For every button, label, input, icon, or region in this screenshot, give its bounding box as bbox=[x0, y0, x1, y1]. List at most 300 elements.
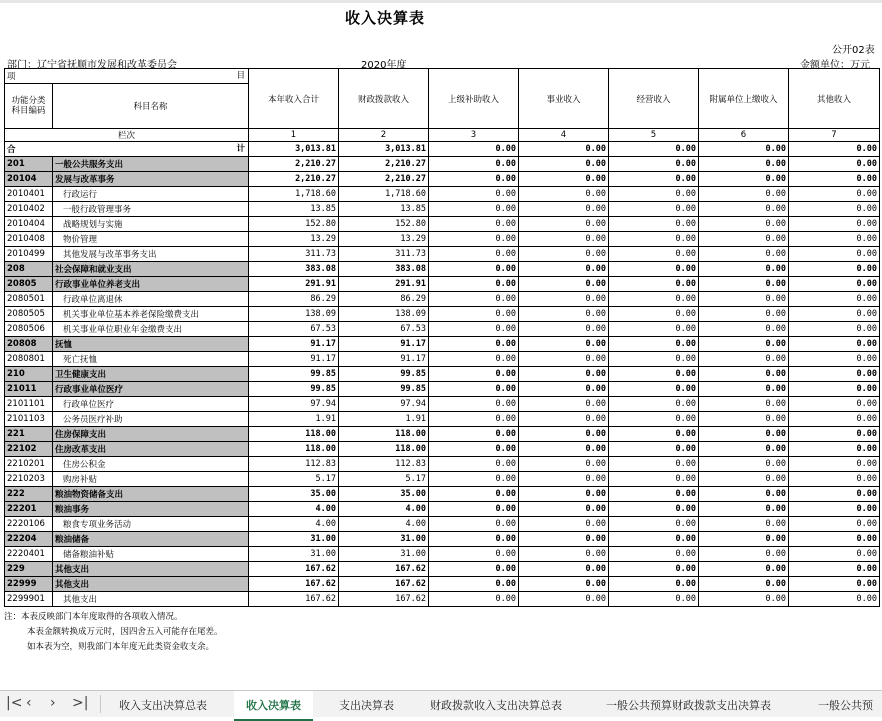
value-cell[interactable]: 0.00 bbox=[429, 577, 519, 592]
value-cell[interactable]: 0.00 bbox=[789, 562, 880, 577]
value-cell[interactable]: 0.00 bbox=[429, 502, 519, 517]
value-cell[interactable]: 0.00 bbox=[609, 562, 699, 577]
value-cell[interactable]: 0.00 bbox=[519, 562, 609, 577]
value-cell[interactable]: 5.17 bbox=[249, 472, 339, 487]
value-cell[interactable]: 0.00 bbox=[429, 322, 519, 337]
value-cell[interactable]: 0.00 bbox=[789, 427, 880, 442]
subject-name-cell[interactable]: 行政运行 bbox=[53, 187, 249, 202]
value-cell[interactable]: 0.00 bbox=[789, 592, 880, 607]
subject-code-cell[interactable]: 22999 bbox=[5, 577, 53, 592]
subject-code-cell[interactable]: 22204 bbox=[5, 532, 53, 547]
value-cell[interactable]: 0.00 bbox=[519, 412, 609, 427]
value-cell[interactable]: 0.00 bbox=[609, 547, 699, 562]
subject-code-cell[interactable]: 2010408 bbox=[5, 232, 53, 247]
value-cell[interactable]: 86.29 bbox=[339, 292, 429, 307]
value-cell[interactable]: 0.00 bbox=[519, 292, 609, 307]
subject-name-cell[interactable]: 卫生健康支出 bbox=[53, 367, 249, 382]
value-cell[interactable]: 0.00 bbox=[789, 577, 880, 592]
subject-name-cell[interactable]: 公务员医疗补助 bbox=[53, 412, 249, 427]
value-cell[interactable]: 0.00 bbox=[519, 367, 609, 382]
value-cell[interactable]: 0.00 bbox=[609, 187, 699, 202]
value-cell[interactable]: 2,210.27 bbox=[249, 172, 339, 187]
subject-name-cell[interactable]: 粮油储备 bbox=[53, 532, 249, 547]
col-no-5[interactable]: 5 bbox=[609, 129, 699, 142]
value-cell[interactable]: 0.00 bbox=[789, 397, 880, 412]
value-cell[interactable]: 0.00 bbox=[609, 262, 699, 277]
value-cell[interactable]: 0.00 bbox=[609, 457, 699, 472]
subject-code-cell[interactable]: 2080501 bbox=[5, 292, 53, 307]
subject-code-cell[interactable]: 201 bbox=[5, 157, 53, 172]
value-cell[interactable]: 2,210.27 bbox=[249, 157, 339, 172]
subject-code-cell[interactable]: 2010401 bbox=[5, 187, 53, 202]
value-cell[interactable]: 0.00 bbox=[699, 547, 789, 562]
col-no-7[interactable]: 7 bbox=[789, 129, 880, 142]
value-cell[interactable]: 0.00 bbox=[699, 322, 789, 337]
value-cell[interactable]: 31.00 bbox=[339, 532, 429, 547]
value-cell[interactable]: 0.00 bbox=[519, 382, 609, 397]
tab-income-expense-summary[interactable]: 收入支出决算总表 bbox=[119, 699, 207, 712]
value-cell[interactable]: 0.00 bbox=[699, 457, 789, 472]
subject-name-cell[interactable]: 行政事业单位养老支出 bbox=[53, 277, 249, 292]
subject-code-cell[interactable]: 21011 bbox=[5, 382, 53, 397]
value-cell[interactable]: 0.00 bbox=[519, 442, 609, 457]
value-cell[interactable]: 91.17 bbox=[339, 337, 429, 352]
value-cell[interactable]: 0.00 bbox=[699, 217, 789, 232]
value-cell[interactable]: 0.00 bbox=[789, 532, 880, 547]
value-cell[interactable]: 0.00 bbox=[519, 217, 609, 232]
total-label-cell[interactable] bbox=[5, 142, 249, 157]
tab-income-statement[interactable]: 收入决算表 bbox=[234, 691, 313, 721]
subject-name-cell[interactable]: 一般公共服务支出 bbox=[53, 157, 249, 172]
value-cell[interactable]: 0.00 bbox=[699, 442, 789, 457]
subject-name-cell[interactable]: 住房改革支出 bbox=[53, 442, 249, 457]
value-cell[interactable]: 91.17 bbox=[339, 352, 429, 367]
value-cell[interactable]: 0.00 bbox=[519, 202, 609, 217]
value-cell[interactable]: 0.00 bbox=[429, 412, 519, 427]
subject-code-cell[interactable]: 2010404 bbox=[5, 217, 53, 232]
tab-general-budget-more[interactable]: 一般公共预 bbox=[818, 699, 873, 712]
value-cell[interactable]: 167.62 bbox=[339, 592, 429, 607]
value-cell[interactable]: 0.00 bbox=[789, 217, 880, 232]
subject-name-cell[interactable]: 其他支出 bbox=[53, 592, 249, 607]
subject-code-cell[interactable]: 208 bbox=[5, 262, 53, 277]
value-cell[interactable]: 0.00 bbox=[609, 442, 699, 457]
subject-code-cell[interactable]: 2210203 bbox=[5, 472, 53, 487]
value-cell[interactable]: 0.00 bbox=[429, 172, 519, 187]
subject-code-cell[interactable]: 2080505 bbox=[5, 307, 53, 322]
value-cell[interactable]: 138.09 bbox=[249, 307, 339, 322]
value-cell[interactable]: 0.00 bbox=[789, 322, 880, 337]
subject-code-cell[interactable]: 2210201 bbox=[5, 457, 53, 472]
subject-code-cell[interactable]: 2101101 bbox=[5, 397, 53, 412]
value-cell[interactable]: 0.00 bbox=[789, 292, 880, 307]
value-cell[interactable]: 0.00 bbox=[789, 337, 880, 352]
col-no-6[interactable]: 6 bbox=[699, 129, 789, 142]
value-cell[interactable]: 0.00 bbox=[429, 562, 519, 577]
value-cell[interactable]: 0.00 bbox=[699, 202, 789, 217]
value-cell[interactable]: 0.00 bbox=[789, 412, 880, 427]
value-cell[interactable]: 0.00 bbox=[429, 262, 519, 277]
row-no-label[interactable]: 栏次 bbox=[5, 129, 249, 142]
value-cell[interactable]: 1.91 bbox=[339, 412, 429, 427]
value-cell[interactable]: 31.00 bbox=[249, 547, 339, 562]
total-value[interactable]: 0.00 bbox=[609, 142, 699, 157]
value-cell[interactable]: 0.00 bbox=[429, 487, 519, 502]
subject-name-cell[interactable]: 行政单位医疗 bbox=[53, 397, 249, 412]
value-cell[interactable]: 99.85 bbox=[249, 367, 339, 382]
value-cell[interactable]: 0.00 bbox=[789, 367, 880, 382]
last-sheet-icon[interactable]: >| bbox=[72, 695, 89, 711]
value-cell[interactable]: 112.83 bbox=[339, 457, 429, 472]
value-cell[interactable]: 0.00 bbox=[429, 292, 519, 307]
value-cell[interactable]: 91.17 bbox=[249, 337, 339, 352]
value-cell[interactable]: 0.00 bbox=[609, 577, 699, 592]
item-header[interactable] bbox=[5, 69, 249, 84]
value-cell[interactable]: 118.00 bbox=[249, 427, 339, 442]
value-cell[interactable]: 0.00 bbox=[699, 397, 789, 412]
col-no-3[interactable]: 3 bbox=[429, 129, 519, 142]
value-cell[interactable]: 13.29 bbox=[249, 232, 339, 247]
subject-code-cell[interactable]: 2299901 bbox=[5, 592, 53, 607]
value-cell[interactable]: 0.00 bbox=[609, 472, 699, 487]
value-cell[interactable]: 0.00 bbox=[699, 157, 789, 172]
value-cell[interactable]: 0.00 bbox=[789, 277, 880, 292]
value-cell[interactable]: 0.00 bbox=[699, 262, 789, 277]
value-cell[interactable]: 0.00 bbox=[519, 232, 609, 247]
value-cell[interactable]: 311.73 bbox=[339, 247, 429, 262]
value-cell[interactable]: 0.00 bbox=[789, 187, 880, 202]
value-cell[interactable]: 97.94 bbox=[339, 397, 429, 412]
subject-name-cell[interactable]: 社会保障和就业支出 bbox=[53, 262, 249, 277]
value-cell[interactable]: 13.85 bbox=[249, 202, 339, 217]
value-cell[interactable]: 0.00 bbox=[609, 367, 699, 382]
subject-name-cell[interactable]: 机关事业单位职业年金缴费支出 bbox=[53, 322, 249, 337]
subject-name-cell[interactable]: 发展与改革事务 bbox=[53, 172, 249, 187]
value-cell[interactable]: 0.00 bbox=[789, 517, 880, 532]
value-cell[interactable]: 0.00 bbox=[429, 217, 519, 232]
value-cell[interactable]: 97.94 bbox=[249, 397, 339, 412]
subject-name-cell[interactable]: 一般行政管理事务 bbox=[53, 202, 249, 217]
value-cell[interactable]: 167.62 bbox=[249, 577, 339, 592]
subject-code-cell[interactable]: 210 bbox=[5, 367, 53, 382]
subject-name-cell[interactable]: 粮食专项业务活动 bbox=[53, 517, 249, 532]
value-cell[interactable]: 91.17 bbox=[249, 352, 339, 367]
subject-name-cell[interactable]: 购房补贴 bbox=[53, 472, 249, 487]
value-cell[interactable]: 291.91 bbox=[339, 277, 429, 292]
value-cell[interactable]: 0.00 bbox=[429, 547, 519, 562]
value-cell[interactable]: 138.09 bbox=[339, 307, 429, 322]
value-cell[interactable]: 0.00 bbox=[429, 157, 519, 172]
value-cell[interactable]: 0.00 bbox=[609, 502, 699, 517]
subject-code-cell[interactable]: 229 bbox=[5, 562, 53, 577]
value-cell[interactable]: 0.00 bbox=[699, 247, 789, 262]
value-cell[interactable]: 0.00 bbox=[609, 202, 699, 217]
value-cell[interactable]: 0.00 bbox=[789, 487, 880, 502]
func-code-header[interactable]: 功能分类 科目编码 bbox=[5, 84, 53, 129]
value-cell[interactable]: 0.00 bbox=[429, 247, 519, 262]
col-header-1[interactable]: 本年收入合计 bbox=[249, 69, 339, 129]
value-cell[interactable]: 5.17 bbox=[339, 472, 429, 487]
value-cell[interactable]: 118.00 bbox=[339, 427, 429, 442]
value-cell[interactable]: 383.08 bbox=[249, 262, 339, 277]
value-cell[interactable]: 167.62 bbox=[249, 592, 339, 607]
value-cell[interactable]: 0.00 bbox=[699, 532, 789, 547]
subject-name-cell[interactable]: 物价管理 bbox=[53, 232, 249, 247]
value-cell[interactable]: 0.00 bbox=[429, 532, 519, 547]
next-sheet-icon[interactable]: › bbox=[50, 695, 56, 711]
value-cell[interactable]: 0.00 bbox=[519, 157, 609, 172]
value-cell[interactable]: 4.00 bbox=[339, 502, 429, 517]
value-cell[interactable]: 0.00 bbox=[609, 322, 699, 337]
value-cell[interactable]: 0.00 bbox=[789, 172, 880, 187]
value-cell[interactable]: 0.00 bbox=[429, 427, 519, 442]
value-cell[interactable]: 0.00 bbox=[429, 202, 519, 217]
subject-name-cell[interactable]: 其他支出 bbox=[53, 577, 249, 592]
value-cell[interactable]: 4.00 bbox=[249, 502, 339, 517]
value-cell[interactable]: 0.00 bbox=[609, 292, 699, 307]
value-cell[interactable]: 0.00 bbox=[789, 352, 880, 367]
value-cell[interactable]: 0.00 bbox=[519, 307, 609, 322]
value-cell[interactable]: 2,210.27 bbox=[339, 157, 429, 172]
value-cell[interactable]: 0.00 bbox=[609, 247, 699, 262]
value-cell[interactable]: 67.53 bbox=[249, 322, 339, 337]
subject-code-cell[interactable]: 2220106 bbox=[5, 517, 53, 532]
value-cell[interactable]: 35.00 bbox=[339, 487, 429, 502]
subject-code-cell[interactable]: 2010402 bbox=[5, 202, 53, 217]
value-cell[interactable]: 0.00 bbox=[519, 577, 609, 592]
value-cell[interactable]: 0.00 bbox=[699, 517, 789, 532]
value-cell[interactable]: 0.00 bbox=[519, 247, 609, 262]
value-cell[interactable]: 0.00 bbox=[429, 457, 519, 472]
col-header-2[interactable]: 财政拨款收入 bbox=[339, 69, 429, 129]
value-cell[interactable]: 0.00 bbox=[699, 592, 789, 607]
col-header-6[interactable]: 附属单位上缴收入 bbox=[699, 69, 789, 129]
value-cell[interactable]: 35.00 bbox=[249, 487, 339, 502]
value-cell[interactable]: 4.00 bbox=[249, 517, 339, 532]
value-cell[interactable]: 0.00 bbox=[699, 277, 789, 292]
total-value[interactable]: 0.00 bbox=[699, 142, 789, 157]
value-cell[interactable]: 1,718.60 bbox=[339, 187, 429, 202]
value-cell[interactable]: 99.85 bbox=[339, 382, 429, 397]
value-cell[interactable]: 0.00 bbox=[609, 337, 699, 352]
value-cell[interactable]: 0.00 bbox=[609, 487, 699, 502]
subject-code-cell[interactable]: 2220401 bbox=[5, 547, 53, 562]
value-cell[interactable]: 0.00 bbox=[699, 292, 789, 307]
subject-code-cell[interactable]: 222 bbox=[5, 487, 53, 502]
value-cell[interactable]: 0.00 bbox=[429, 187, 519, 202]
subject-name-cell[interactable]: 住房保障支出 bbox=[53, 427, 249, 442]
value-cell[interactable]: 0.00 bbox=[699, 412, 789, 427]
total-value[interactable]: 0.00 bbox=[789, 142, 880, 157]
value-cell[interactable]: 4.00 bbox=[339, 517, 429, 532]
subject-name-cell[interactable]: 储备粮油补贴 bbox=[53, 547, 249, 562]
value-cell[interactable]: 0.00 bbox=[699, 352, 789, 367]
value-cell[interactable]: 0.00 bbox=[699, 187, 789, 202]
value-cell[interactable]: 1,718.60 bbox=[249, 187, 339, 202]
value-cell[interactable]: 118.00 bbox=[249, 442, 339, 457]
value-cell[interactable]: 167.62 bbox=[249, 562, 339, 577]
value-cell[interactable]: 0.00 bbox=[519, 337, 609, 352]
subject-code-cell[interactable]: 22201 bbox=[5, 502, 53, 517]
value-cell[interactable]: 0.00 bbox=[519, 472, 609, 487]
value-cell[interactable]: 2,210.27 bbox=[339, 172, 429, 187]
value-cell[interactable]: 0.00 bbox=[519, 487, 609, 502]
value-cell[interactable]: 0.00 bbox=[519, 457, 609, 472]
subject-name-header[interactable]: 科目名称 bbox=[53, 84, 249, 129]
value-cell[interactable]: 0.00 bbox=[519, 352, 609, 367]
tab-expense-statement[interactable]: 支出决算表 bbox=[339, 699, 394, 712]
subject-code-cell[interactable]: 2080506 bbox=[5, 322, 53, 337]
subject-name-cell[interactable]: 其他发展与改革事务支出 bbox=[53, 247, 249, 262]
subject-code-cell[interactable]: 221 bbox=[5, 427, 53, 442]
subject-code-cell[interactable]: 2010499 bbox=[5, 247, 53, 262]
value-cell[interactable]: 31.00 bbox=[249, 532, 339, 547]
value-cell[interactable]: 0.00 bbox=[699, 172, 789, 187]
col-header-4[interactable]: 事业收入 bbox=[519, 69, 609, 129]
value-cell[interactable]: 0.00 bbox=[789, 502, 880, 517]
col-no-2[interactable]: 2 bbox=[339, 129, 429, 142]
total-value[interactable]: 3,013.81 bbox=[249, 142, 339, 157]
value-cell[interactable]: 0.00 bbox=[519, 277, 609, 292]
subject-name-cell[interactable]: 住房公积金 bbox=[53, 457, 249, 472]
col-no-1[interactable]: 1 bbox=[249, 129, 339, 142]
value-cell[interactable]: 67.53 bbox=[339, 322, 429, 337]
value-cell[interactable]: 0.00 bbox=[519, 592, 609, 607]
subject-name-cell[interactable]: 粮油事务 bbox=[53, 502, 249, 517]
value-cell[interactable]: 31.00 bbox=[339, 547, 429, 562]
total-value[interactable]: 0.00 bbox=[429, 142, 519, 157]
value-cell[interactable]: 0.00 bbox=[429, 352, 519, 367]
value-cell[interactable]: 0.00 bbox=[519, 262, 609, 277]
value-cell[interactable]: 0.00 bbox=[519, 172, 609, 187]
prev-sheet-icon[interactable]: ‹ bbox=[26, 695, 32, 711]
value-cell[interactable]: 0.00 bbox=[429, 337, 519, 352]
value-cell[interactable]: 0.00 bbox=[789, 157, 880, 172]
subject-code-cell[interactable]: 20808 bbox=[5, 337, 53, 352]
value-cell[interactable]: 0.00 bbox=[699, 577, 789, 592]
value-cell[interactable]: 0.00 bbox=[789, 247, 880, 262]
value-cell[interactable]: 0.00 bbox=[519, 517, 609, 532]
value-cell[interactable]: 0.00 bbox=[789, 202, 880, 217]
value-cell[interactable]: 0.00 bbox=[609, 517, 699, 532]
value-cell[interactable]: 0.00 bbox=[519, 532, 609, 547]
value-cell[interactable]: 0.00 bbox=[609, 412, 699, 427]
value-cell[interactable]: 167.62 bbox=[339, 577, 429, 592]
value-cell[interactable]: 0.00 bbox=[429, 472, 519, 487]
value-cell[interactable]: 0.00 bbox=[609, 172, 699, 187]
value-cell[interactable]: 167.62 bbox=[339, 562, 429, 577]
value-cell[interactable]: 0.00 bbox=[699, 487, 789, 502]
value-cell[interactable]: 99.85 bbox=[249, 382, 339, 397]
value-cell[interactable]: 0.00 bbox=[789, 382, 880, 397]
value-cell[interactable]: 0.00 bbox=[519, 547, 609, 562]
value-cell[interactable]: 0.00 bbox=[609, 397, 699, 412]
value-cell[interactable]: 152.80 bbox=[339, 217, 429, 232]
value-cell[interactable]: 118.00 bbox=[339, 442, 429, 457]
tab-general-budget-expense[interactable]: 一般公共预算财政拨款支出决算表 bbox=[606, 699, 771, 712]
subject-code-cell[interactable]: 2101103 bbox=[5, 412, 53, 427]
col-header-5[interactable]: 经营收入 bbox=[609, 69, 699, 129]
value-cell[interactable]: 0.00 bbox=[429, 382, 519, 397]
value-cell[interactable]: 0.00 bbox=[609, 427, 699, 442]
value-cell[interactable]: 0.00 bbox=[609, 217, 699, 232]
value-cell[interactable]: 0.00 bbox=[789, 307, 880, 322]
value-cell[interactable]: 0.00 bbox=[519, 187, 609, 202]
value-cell[interactable]: 0.00 bbox=[609, 277, 699, 292]
value-cell[interactable]: 0.00 bbox=[789, 262, 880, 277]
value-cell[interactable]: 1.91 bbox=[249, 412, 339, 427]
total-value[interactable]: 0.00 bbox=[519, 142, 609, 157]
value-cell[interactable]: 0.00 bbox=[699, 232, 789, 247]
subject-code-cell[interactable]: 20805 bbox=[5, 277, 53, 292]
subject-name-cell[interactable]: 战略规划与实施 bbox=[53, 217, 249, 232]
value-cell[interactable]: 13.29 bbox=[339, 232, 429, 247]
value-cell[interactable]: 383.08 bbox=[339, 262, 429, 277]
value-cell[interactable]: 0.00 bbox=[609, 382, 699, 397]
value-cell[interactable]: 0.00 bbox=[789, 472, 880, 487]
value-cell[interactable]: 0.00 bbox=[789, 547, 880, 562]
value-cell[interactable]: 0.00 bbox=[699, 427, 789, 442]
first-sheet-icon[interactable]: |< bbox=[6, 695, 23, 711]
subject-code-cell[interactable]: 20104 bbox=[5, 172, 53, 187]
value-cell[interactable]: 86.29 bbox=[249, 292, 339, 307]
value-cell[interactable]: 0.00 bbox=[609, 592, 699, 607]
value-cell[interactable]: 152.80 bbox=[249, 217, 339, 232]
value-cell[interactable]: 0.00 bbox=[429, 442, 519, 457]
subject-name-cell[interactable]: 其他支出 bbox=[53, 562, 249, 577]
value-cell[interactable]: 99.85 bbox=[339, 367, 429, 382]
col-no-4[interactable]: 4 bbox=[519, 129, 609, 142]
col-header-7[interactable]: 其他收入 bbox=[789, 69, 880, 129]
value-cell[interactable]: 0.00 bbox=[429, 517, 519, 532]
value-cell[interactable]: 0.00 bbox=[699, 562, 789, 577]
subject-name-cell[interactable]: 行政单位离退休 bbox=[53, 292, 249, 307]
value-cell[interactable]: 0.00 bbox=[609, 352, 699, 367]
subject-name-cell[interactable]: 机关事业单位基本养老保险缴费支出 bbox=[53, 307, 249, 322]
value-cell[interactable]: 0.00 bbox=[789, 232, 880, 247]
value-cell[interactable]: 0.00 bbox=[699, 337, 789, 352]
subject-name-cell[interactable]: 死亡抚恤 bbox=[53, 352, 249, 367]
value-cell[interactable]: 0.00 bbox=[609, 232, 699, 247]
subject-code-cell[interactable]: 22102 bbox=[5, 442, 53, 457]
value-cell[interactable]: 0.00 bbox=[609, 157, 699, 172]
value-cell[interactable]: 0.00 bbox=[429, 232, 519, 247]
value-cell[interactable]: 311.73 bbox=[249, 247, 339, 262]
value-cell[interactable]: 0.00 bbox=[789, 457, 880, 472]
value-cell[interactable]: 291.91 bbox=[249, 277, 339, 292]
value-cell[interactable]: 0.00 bbox=[699, 307, 789, 322]
value-cell[interactable]: 0.00 bbox=[429, 277, 519, 292]
value-cell[interactable]: 0.00 bbox=[519, 397, 609, 412]
value-cell[interactable]: 13.85 bbox=[339, 202, 429, 217]
value-cell[interactable]: 0.00 bbox=[429, 592, 519, 607]
value-cell[interactable]: 0.00 bbox=[429, 307, 519, 322]
value-cell[interactable]: 0.00 bbox=[429, 367, 519, 382]
value-cell[interactable]: 0.00 bbox=[609, 532, 699, 547]
subject-code-cell[interactable]: 2080801 bbox=[5, 352, 53, 367]
value-cell[interactable]: 0.00 bbox=[429, 397, 519, 412]
subject-name-cell[interactable]: 抚恤 bbox=[53, 337, 249, 352]
value-cell[interactable]: 0.00 bbox=[699, 367, 789, 382]
value-cell[interactable]: 0.00 bbox=[699, 502, 789, 517]
value-cell[interactable]: 0.00 bbox=[519, 322, 609, 337]
value-cell[interactable]: 0.00 bbox=[789, 442, 880, 457]
subject-name-cell[interactable]: 行政事业单位医疗 bbox=[53, 382, 249, 397]
value-cell[interactable]: 0.00 bbox=[519, 427, 609, 442]
value-cell[interactable]: 112.83 bbox=[249, 457, 339, 472]
subject-name-cell[interactable]: 粮油物资储备支出 bbox=[53, 487, 249, 502]
value-cell[interactable]: 0.00 bbox=[699, 472, 789, 487]
